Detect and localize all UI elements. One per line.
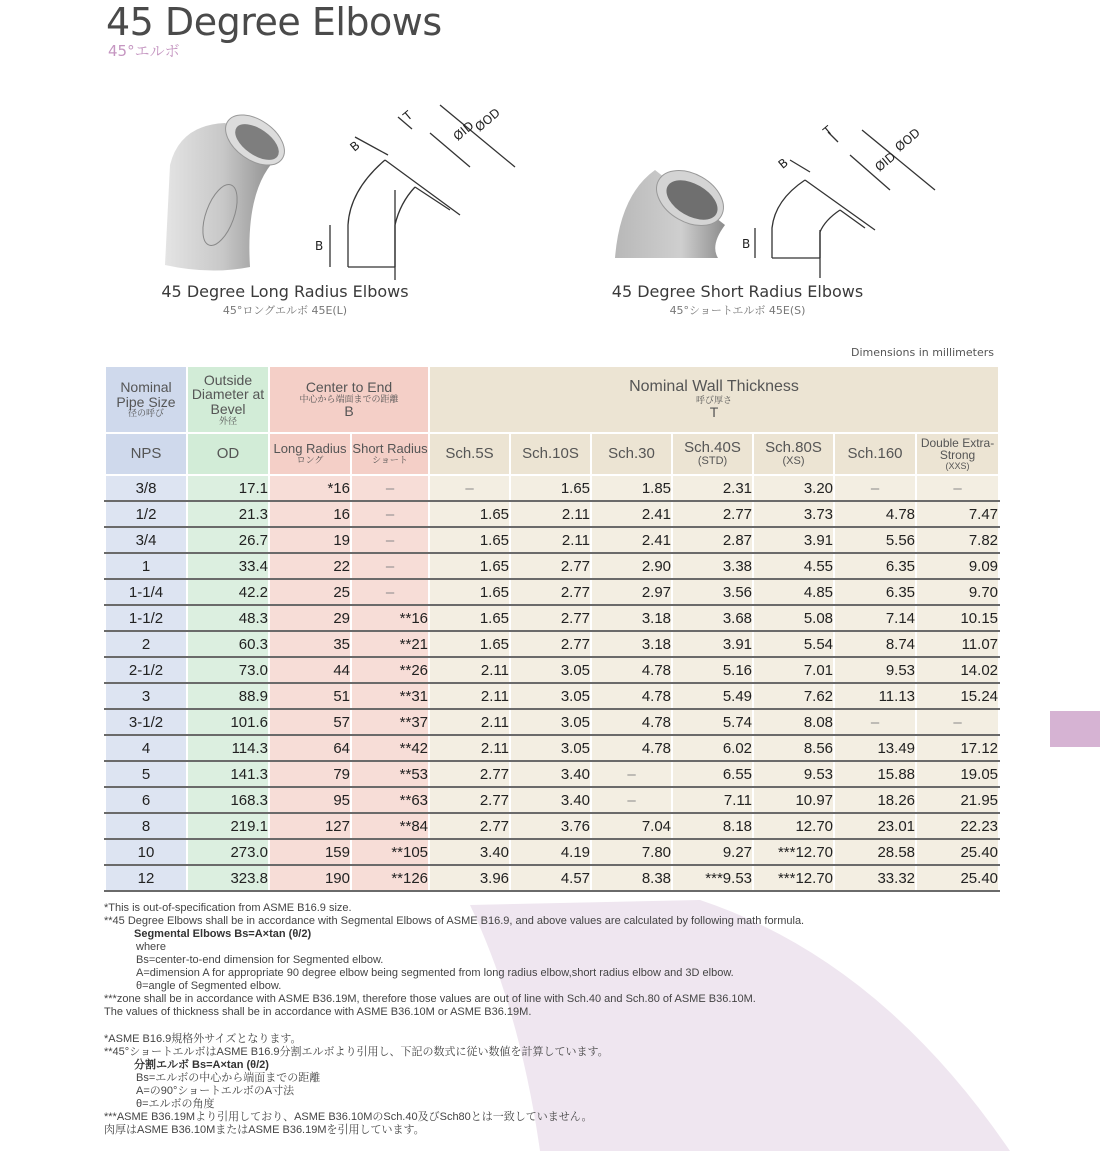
cell-nps: 8 xyxy=(105,813,187,839)
cell-sch5s: 2.11 xyxy=(429,683,510,709)
cell-sch40s: 5.49 xyxy=(672,683,753,709)
cell-sch80s: ***12.70 xyxy=(753,839,834,865)
cell-sch10s: 2.77 xyxy=(510,553,591,579)
header-od: OD xyxy=(187,433,269,475)
cell-sch40s: 3.38 xyxy=(672,553,753,579)
table-row xyxy=(105,735,999,761)
cell-od: 21.3 xyxy=(187,501,269,527)
note-jp-1: *ASME B16.9規格外サイズとなります。 xyxy=(104,1033,302,1045)
header-sch40s: Sch.40S (STD) xyxy=(672,433,753,475)
cell-sch80s: 9.53 xyxy=(753,761,834,787)
cell-sch80s: 8.56 xyxy=(753,735,834,761)
cell-nps: 4 xyxy=(105,735,187,761)
cell-sch40s: 2.77 xyxy=(672,501,753,527)
cell-sch10s: 3.76 xyxy=(510,813,591,839)
cell-sch5s: 2.11 xyxy=(429,735,510,761)
cell-od: 101.6 xyxy=(187,709,269,735)
header-double-extra-strong: Double Extra-Strong (XXS) xyxy=(916,433,999,475)
cell-long-radius: 22 xyxy=(269,553,351,579)
cell-short-radius: – xyxy=(351,475,429,501)
table-row xyxy=(105,501,999,527)
elbow-dimensions-table xyxy=(104,365,1000,892)
cell-sch5s: 3.40 xyxy=(429,839,510,865)
note-jp-2: **45°ショートエルボはASME B16.9分割エルボより引用し、下記の数式に従い数値を計算しています。 xyxy=(104,1046,609,1058)
header-sch80s: Sch.80S (XS) xyxy=(753,433,834,475)
long-radius-elbow-illustration xyxy=(150,95,530,285)
cell-xxs: 9.09 xyxy=(916,553,999,579)
note-jp-formula: 分割エルボ Bs=A×tan (θ/2) xyxy=(134,1059,269,1071)
cell-sch10s: 3.05 xyxy=(510,683,591,709)
cell-od: 17.1 xyxy=(187,475,269,501)
header-sch5s: Sch.5S xyxy=(429,433,510,475)
cell-short-radius: **16 xyxy=(351,605,429,631)
cell-xxs: 19.05 xyxy=(916,761,999,787)
cell-sch5s: 2.77 xyxy=(429,787,510,813)
cell-sch40s: 6.02 xyxy=(672,735,753,761)
cell-short-radius: **42 xyxy=(351,735,429,761)
cell-sch40s: 3.56 xyxy=(672,579,753,605)
cell-sch160: 6.35 xyxy=(834,579,916,605)
cell-long-radius: 19 xyxy=(269,527,351,553)
cell-sch5s: 1.65 xyxy=(429,631,510,657)
cell-sch30: – xyxy=(591,761,672,787)
cell-sch160: 9.53 xyxy=(834,657,916,683)
cell-sch5s: 1.65 xyxy=(429,553,510,579)
note-jp-bs: Bs=エルボの中心から端面までの距離 xyxy=(136,1072,321,1084)
cell-sch30: 2.97 xyxy=(591,579,672,605)
cell-sch10s: 2.77 xyxy=(510,631,591,657)
cell-short-radius: **26 xyxy=(351,657,429,683)
cell-nps: 3-1/2 xyxy=(105,709,187,735)
cell-nps: 6 xyxy=(105,787,187,813)
cell-sch80s: 3.91 xyxy=(753,527,834,553)
cell-sch80s: 4.85 xyxy=(753,579,834,605)
note-jp-theta: θ=エルボの角度 xyxy=(136,1098,215,1110)
fig-short-t-label: T xyxy=(820,123,836,139)
cell-xxs: 21.95 xyxy=(916,787,999,813)
note-en-3: ***zone shall be in accordance with ASME B36.19M, therefore those values are out of line with Sch.40 and Sch.80 of ASME B36.10M. xyxy=(104,993,756,1005)
cell-long-radius: 190 xyxy=(269,865,351,891)
cell-sch80s: ***12.70 xyxy=(753,865,834,891)
cell-sch160: 33.32 xyxy=(834,865,916,891)
cell-sch160: 4.78 xyxy=(834,501,916,527)
cell-sch40s: 7.11 xyxy=(672,787,753,813)
cell-long-radius: 25 xyxy=(269,579,351,605)
note-jp-4: 肉厚はASME B36.10MまたはASME B36.19Mを引用しています。 xyxy=(104,1124,425,1136)
cell-sch5s: 2.11 xyxy=(429,657,510,683)
cell-sch10s: 3.05 xyxy=(510,709,591,735)
cell-sch160: 13.49 xyxy=(834,735,916,761)
cell-sch30: 8.38 xyxy=(591,865,672,891)
cell-nps: 1/2 xyxy=(105,501,187,527)
cell-xxs: – xyxy=(916,475,999,501)
cell-sch30: 4.78 xyxy=(591,657,672,683)
cell-long-radius: 57 xyxy=(269,709,351,735)
cell-sch5s: 3.96 xyxy=(429,865,510,891)
cell-sch80s: 7.01 xyxy=(753,657,834,683)
note-en-2: **45 Degree Elbows shall be in accordance with Segmental Elbows of ASME B16.9, and above values are calculated by following math formula. xyxy=(104,915,805,927)
long-radius-caption: 45 Degree Long Radius Elbows 45°ロングエルボ 45E(L) xyxy=(161,282,409,317)
table-row xyxy=(105,605,999,631)
cell-short-radius: **105 xyxy=(351,839,429,865)
cell-xxs: 10.15 xyxy=(916,605,999,631)
header-sch160: Sch.160 xyxy=(834,433,916,475)
cell-sch10s: 2.11 xyxy=(510,501,591,527)
cell-short-radius: – xyxy=(351,553,429,579)
cell-sch10s: 3.40 xyxy=(510,787,591,813)
cell-sch5s: 2.77 xyxy=(429,761,510,787)
cell-sch10s: 1.65 xyxy=(510,475,591,501)
cell-sch30: 4.78 xyxy=(591,683,672,709)
cell-sch160: 28.58 xyxy=(834,839,916,865)
cell-xxs: 25.40 xyxy=(916,865,999,891)
cell-nps: 1-1/4 xyxy=(105,579,187,605)
cell-sch10s: 3.05 xyxy=(510,735,591,761)
cell-xxs: – xyxy=(916,709,999,735)
cell-sch5s: 2.11 xyxy=(429,709,510,735)
dimensions-note: Dimensions in millimeters xyxy=(851,346,994,359)
cell-sch40s: 3.91 xyxy=(672,631,753,657)
cell-long-radius: 16 xyxy=(269,501,351,527)
table-row xyxy=(105,709,999,735)
cell-sch80s: 3.20 xyxy=(753,475,834,501)
fig-long-od-label: ØOD xyxy=(472,105,503,135)
header-center-to-end: Center to End 中心から端面までの距離 B xyxy=(269,366,429,433)
cell-sch5s: 1.65 xyxy=(429,501,510,527)
cell-nps: 5 xyxy=(105,761,187,787)
header-sch10s: Sch.10S xyxy=(510,433,591,475)
cell-sch160: 5.56 xyxy=(834,527,916,553)
cell-sch5s: 1.65 xyxy=(429,579,510,605)
cell-xxs: 17.12 xyxy=(916,735,999,761)
fig-long-t-label: T xyxy=(400,108,416,124)
cell-long-radius: 127 xyxy=(269,813,351,839)
cell-long-radius: 35 xyxy=(269,631,351,657)
cell-nps: 2 xyxy=(105,631,187,657)
cell-nps: 10 xyxy=(105,839,187,865)
table-row xyxy=(105,683,999,709)
cell-long-radius: 29 xyxy=(269,605,351,631)
cell-od: 73.0 xyxy=(187,657,269,683)
fig-short-b-label: B xyxy=(742,237,751,251)
cell-sch40s: 5.74 xyxy=(672,709,753,735)
cell-nps: 2-1/2 xyxy=(105,657,187,683)
cell-sch30: 3.18 xyxy=(591,605,672,631)
cell-od: 88.9 xyxy=(187,683,269,709)
cell-sch10s: 2.77 xyxy=(510,605,591,631)
cell-sch160: 8.74 xyxy=(834,631,916,657)
header-outside-diameter: Outside Diameter at Bevel 外径 xyxy=(187,366,269,433)
short-radius-elbow-illustration xyxy=(600,110,980,280)
cell-od: 323.8 xyxy=(187,865,269,891)
cell-sch40s: 8.18 xyxy=(672,813,753,839)
cell-long-radius: 64 xyxy=(269,735,351,761)
cell-sch30: 2.41 xyxy=(591,527,672,553)
cell-sch30: 3.18 xyxy=(591,631,672,657)
cell-sch160: 23.01 xyxy=(834,813,916,839)
cell-od: 42.2 xyxy=(187,579,269,605)
cell-od: 168.3 xyxy=(187,787,269,813)
cell-sch40s: ***9.53 xyxy=(672,865,753,891)
cell-sch30: 2.41 xyxy=(591,501,672,527)
header-nps: NPS xyxy=(105,433,187,475)
cell-sch10s: 2.77 xyxy=(510,579,591,605)
cell-xxs: 22.23 xyxy=(916,813,999,839)
cell-short-radius: – xyxy=(351,527,429,553)
cell-sch30: – xyxy=(591,787,672,813)
side-tab-marker xyxy=(1050,711,1100,747)
cell-short-radius: **37 xyxy=(351,709,429,735)
cell-long-radius: 79 xyxy=(269,761,351,787)
note-en-where: where xyxy=(136,941,166,953)
cell-sch40s: 2.87 xyxy=(672,527,753,553)
table-row xyxy=(105,761,999,787)
table-row xyxy=(105,579,999,605)
cell-xxs: 9.70 xyxy=(916,579,999,605)
table-row xyxy=(105,657,999,683)
cell-sch80s: 7.62 xyxy=(753,683,834,709)
table-row xyxy=(105,865,999,891)
cell-sch30: 4.78 xyxy=(591,735,672,761)
svg-text:B: B xyxy=(775,155,791,172)
cell-sch30: 7.04 xyxy=(591,813,672,839)
cell-short-radius: **84 xyxy=(351,813,429,839)
cell-od: 141.3 xyxy=(187,761,269,787)
footnotes xyxy=(104,902,1004,1137)
cell-long-radius: 95 xyxy=(269,787,351,813)
cell-xxs: 7.47 xyxy=(916,501,999,527)
cell-nps: 3 xyxy=(105,683,187,709)
cell-nps: 3/8 xyxy=(105,475,187,501)
note-jp-a: A=の90°ショートエルボのA寸法 xyxy=(136,1085,295,1097)
cell-sch30: 7.80 xyxy=(591,839,672,865)
cell-short-radius: **63 xyxy=(351,787,429,813)
header-nominal-pipe-size: Nominal Pipe Size 径の呼び xyxy=(105,366,187,433)
header-long-radius: Long Radius ロング xyxy=(269,433,351,475)
cell-od: 60.3 xyxy=(187,631,269,657)
table-row xyxy=(105,631,999,657)
cell-nps: 3/4 xyxy=(105,527,187,553)
cell-sch80s: 4.55 xyxy=(753,553,834,579)
cell-sch160: 15.88 xyxy=(834,761,916,787)
cell-sch5s: 1.65 xyxy=(429,527,510,553)
cell-sch10s: 3.05 xyxy=(510,657,591,683)
cell-long-radius: 159 xyxy=(269,839,351,865)
cell-sch5s: 1.65 xyxy=(429,605,510,631)
cell-od: 26.7 xyxy=(187,527,269,553)
cell-xxs: 11.07 xyxy=(916,631,999,657)
cell-xxs: 7.82 xyxy=(916,527,999,553)
cell-sch40s: 5.16 xyxy=(672,657,753,683)
cell-sch5s: 2.77 xyxy=(429,813,510,839)
cell-sch160: 6.35 xyxy=(834,553,916,579)
table-row xyxy=(105,813,999,839)
fig-short-id-label: ØID xyxy=(872,149,899,175)
cell-od: 219.1 xyxy=(187,813,269,839)
cell-sch80s: 5.54 xyxy=(753,631,834,657)
page-title: 45 Degree Elbows xyxy=(106,0,442,44)
header-short-radius: Short Radius ショート xyxy=(351,433,429,475)
cell-nps: 1-1/2 xyxy=(105,605,187,631)
cell-xxs: 25.40 xyxy=(916,839,999,865)
table-row xyxy=(105,475,999,501)
cell-long-radius: 44 xyxy=(269,657,351,683)
cell-sch160: – xyxy=(834,475,916,501)
cell-nps: 12 xyxy=(105,865,187,891)
note-en-bs: Bs=center-to-end dimension for Segmented elbow. xyxy=(136,954,384,966)
cell-short-radius: **126 xyxy=(351,865,429,891)
short-radius-caption: 45 Degree Short Radius Elbows 45°ショートエルボ 45E(S) xyxy=(611,282,864,317)
note-en-theta: θ=angle of Segmented elbow. xyxy=(136,980,282,992)
table-row xyxy=(105,839,999,865)
cell-sch80s: 8.08 xyxy=(753,709,834,735)
note-en-1: *This is out-of-specification from ASME B16.9 size. xyxy=(104,902,352,914)
table-row xyxy=(105,787,999,813)
table-row xyxy=(105,527,999,553)
cell-sch10s: 4.57 xyxy=(510,865,591,891)
page-subtitle: 45°エルボ xyxy=(108,42,180,60)
cell-short-radius: – xyxy=(351,501,429,527)
cell-sch80s: 3.73 xyxy=(753,501,834,527)
cell-sch80s: 5.08 xyxy=(753,605,834,631)
table-row xyxy=(105,553,999,579)
cell-short-radius: – xyxy=(351,579,429,605)
cell-od: 33.4 xyxy=(187,553,269,579)
cell-nps: 1 xyxy=(105,553,187,579)
cell-sch40s: 9.27 xyxy=(672,839,753,865)
fig-long-b-label: B xyxy=(315,239,324,253)
cell-od: 114.3 xyxy=(187,735,269,761)
note-en-4: The values of thickness shall be in accordance with ASME B36.10M or ASME B36.19M. xyxy=(104,1006,532,1018)
header-sch30: Sch.30 xyxy=(591,433,672,475)
cell-xxs: 15.24 xyxy=(916,683,999,709)
cell-od: 273.0 xyxy=(187,839,269,865)
svg-text:B: B xyxy=(347,138,363,155)
fig-short-od-label: ØOD xyxy=(892,125,923,155)
cell-sch80s: 10.97 xyxy=(753,787,834,813)
cell-long-radius: 51 xyxy=(269,683,351,709)
header-nominal-wall-thickness: Nominal Wall Thickness 呼び厚さ T xyxy=(429,366,999,433)
cell-sch30: 4.78 xyxy=(591,709,672,735)
cell-xxs: 14.02 xyxy=(916,657,999,683)
cell-sch40s: 2.31 xyxy=(672,475,753,501)
cell-sch40s: 3.68 xyxy=(672,605,753,631)
cell-sch160: 7.14 xyxy=(834,605,916,631)
cell-od: 48.3 xyxy=(187,605,269,631)
cell-sch10s: 4.19 xyxy=(510,839,591,865)
cell-sch80s: 12.70 xyxy=(753,813,834,839)
cell-sch160: 11.13 xyxy=(834,683,916,709)
cell-sch10s: 2.11 xyxy=(510,527,591,553)
cell-sch5s: – xyxy=(429,475,510,501)
cell-sch10s: 3.40 xyxy=(510,761,591,787)
note-en-formula: Segmental Elbows Bs=A×tan (θ/2) xyxy=(134,928,312,940)
cell-sch160: – xyxy=(834,709,916,735)
cell-short-radius: **53 xyxy=(351,761,429,787)
cell-short-radius: **31 xyxy=(351,683,429,709)
cell-sch40s: 6.55 xyxy=(672,761,753,787)
table-body xyxy=(105,475,999,891)
fig-long-id-label: ØID xyxy=(450,118,477,144)
cell-short-radius: **21 xyxy=(351,631,429,657)
note-en-a: A=dimension A for appropriate 90 degree elbow being segmented from long radius elbow,short radius elbow and 3D elbow. xyxy=(136,967,734,979)
cell-sch30: 2.90 xyxy=(591,553,672,579)
cell-long-radius: *16 xyxy=(269,475,351,501)
cell-sch160: 18.26 xyxy=(834,787,916,813)
cell-sch30: 1.85 xyxy=(591,475,672,501)
note-jp-3: ***ASME B36.19Mより引用しており、ASME B36.10MのSch.40及びSch80とは一致していません。 xyxy=(104,1111,593,1123)
